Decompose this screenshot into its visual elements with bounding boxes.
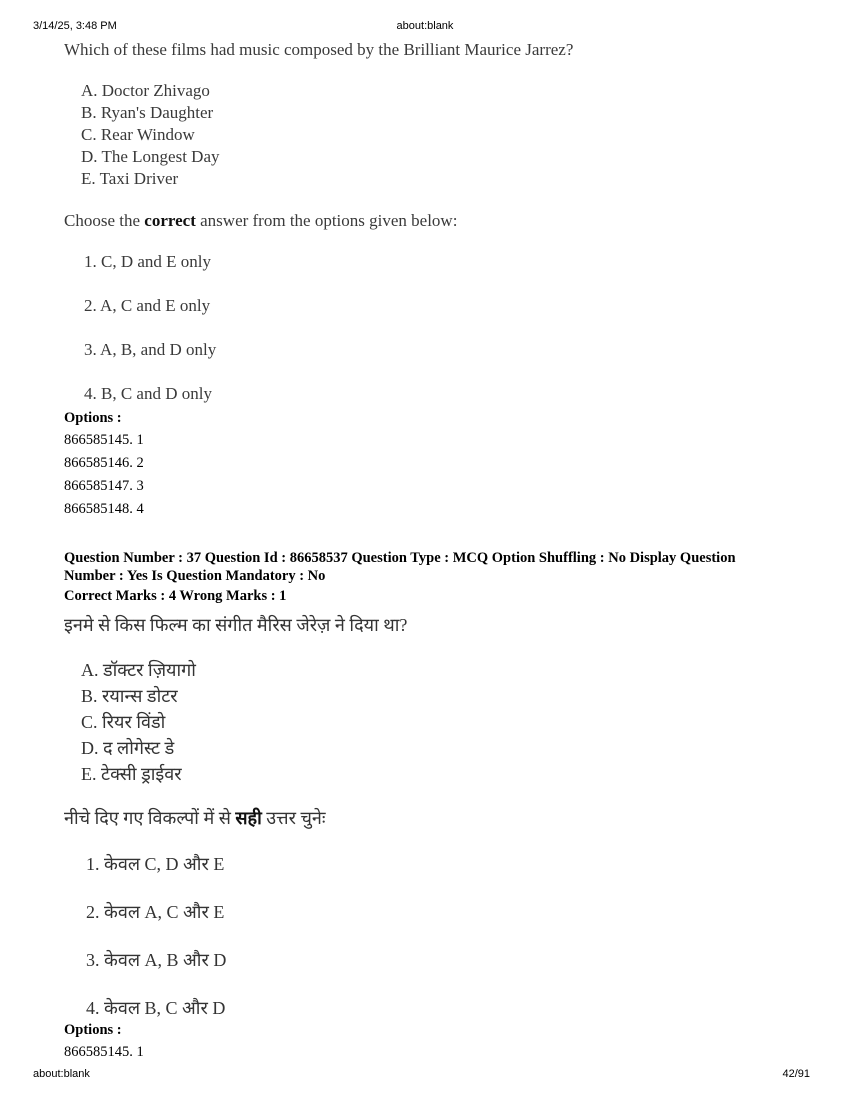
options-label: Options : (64, 410, 122, 426)
answer-choice-hindi: 2. केवल A, C और E (86, 902, 225, 922)
answer-choice: 1. C, D and E only (84, 252, 212, 271)
instruction-post: answer from the options given below: (195, 211, 458, 230)
option-id: 866585148. 4 (64, 501, 144, 517)
options-label: Options : (64, 1022, 122, 1038)
instruction-bold: correct (144, 211, 196, 230)
option-id: 866585145. 1 (64, 432, 144, 448)
list-item: C. Rear Window (81, 125, 195, 144)
question-text: Which of these films had music composed by the Brilliant Maurice Jarrez? (64, 40, 574, 59)
answer-choice-hindi: 1. केवल C, D और E (86, 854, 225, 874)
list-item-hindi: C. रियर विंडो (81, 712, 166, 732)
instruction-text (64, 211, 457, 231)
print-header (0, 20, 850, 38)
option-id: 866585146. 2 (64, 455, 144, 471)
question-text-hindi: इनमे से किस फिल्म का संगीत मैरिस जेरेज़ ने दिया था? (64, 615, 408, 635)
list-item: D. The Longest Day (81, 147, 220, 166)
question-meta-line-2: Number : Yes Is Question Mandatory : No (64, 568, 326, 584)
page-number: 42/91 (782, 1068, 810, 1080)
list-item-hindi: B. रयान्स डोटर (81, 686, 178, 706)
question-meta (64, 549, 784, 585)
question-meta-line-1: Question Number : 37 Question Id : 86658537 Question Type : MCQ Option Shuffling : No Display Question (64, 550, 736, 566)
print-footer (0, 1068, 850, 1086)
option-id: 866585147. 3 (64, 478, 144, 494)
instruction-pre: Choose the (64, 211, 145, 230)
list-item: B. Ryan's Daughter (81, 103, 214, 122)
answer-choice: 2. A, C and E only (84, 296, 211, 315)
answer-choice: 4. B, C and D only (84, 384, 212, 403)
instruction-text-hindi (64, 806, 326, 830)
footer-url: about:blank (33, 1068, 90, 1080)
list-item: A. Doctor Zhivago (81, 81, 210, 100)
instruction-hi-bold: सही (235, 808, 262, 828)
list-item-hindi: D. द लोगेस्ट डे (81, 738, 175, 758)
answer-choice-hindi: 3. केवल A, B और D (86, 950, 227, 970)
instruction-hi-pre: नीचे दिए गए विकल्पों में से (64, 808, 236, 828)
instruction-hi-post: उत्तर चुनेः (261, 808, 326, 828)
marks-info: Correct Marks : 4 Wrong Marks : 1 (64, 588, 287, 604)
list-item: E. Taxi Driver (81, 169, 179, 188)
print-url: about:blank (396, 20, 454, 32)
answer-choice-hindi: 4. केवल B, C और D (86, 998, 226, 1018)
option-id: 866585145. 1 (64, 1044, 144, 1060)
answer-choice: 3. A, B, and D only (84, 340, 217, 359)
list-item-hindi: A. डॉक्टर ज़ियागो (81, 660, 196, 680)
print-datetime: 3/14/25, 3:48 PM (33, 20, 117, 32)
list-item-hindi: E. टेक्सी ड्राईवर (81, 764, 182, 784)
